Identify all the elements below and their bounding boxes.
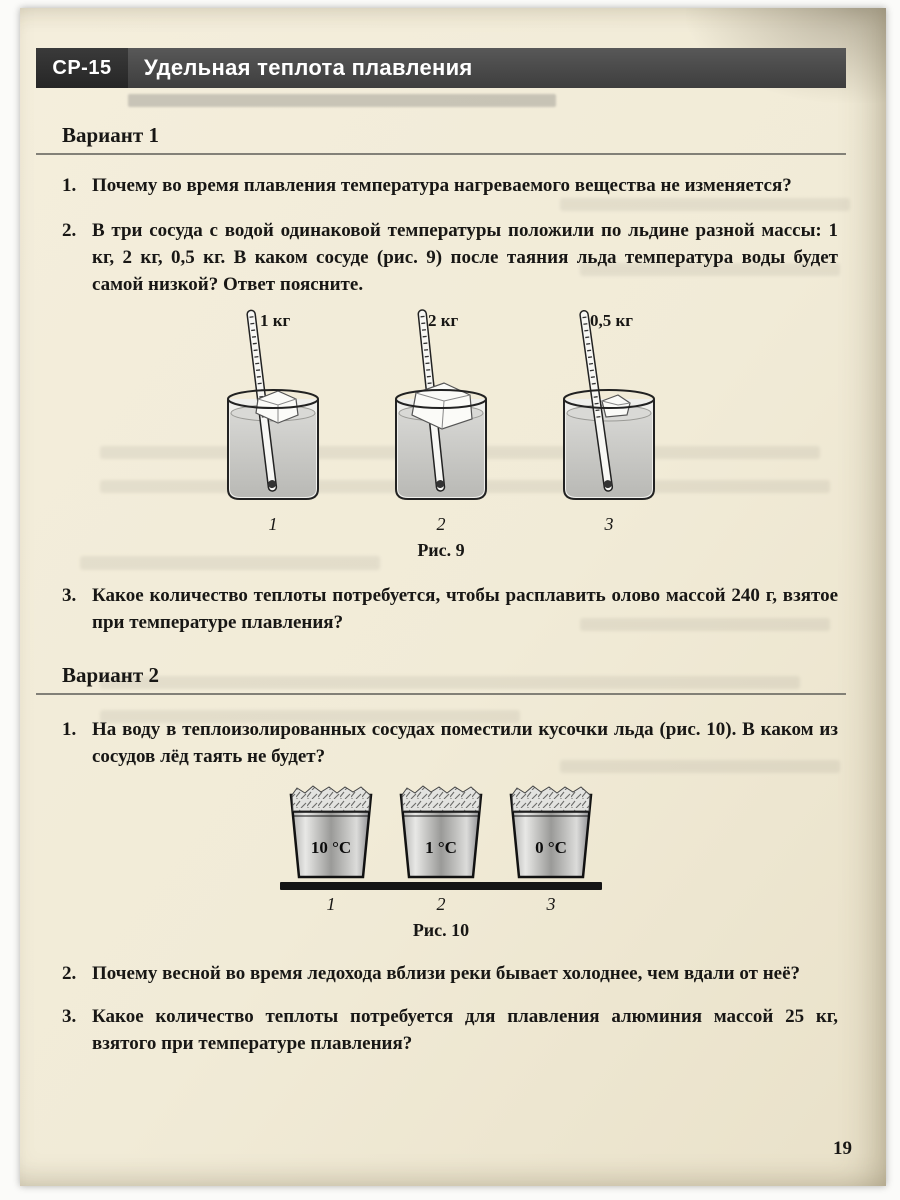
page-number: 19 (833, 1138, 852, 1159)
page-content (36, 123, 846, 1058)
figure-10-numbers (285, 894, 597, 915)
worksheet-title: Удельная теплота плавления (128, 48, 846, 88)
ice-block (602, 395, 630, 417)
mass-label-3: 0,5 кг (590, 310, 634, 330)
question-v1-2 (62, 218, 842, 299)
question-v2-2 (62, 961, 842, 988)
variant-2-heading: Вариант 2 (62, 662, 159, 687)
question-text: На воду в теплоизолированных сосудах поместили кусочки льда (рис. 10). В каком из сосудов лёд таять не будет? (92, 718, 838, 767)
cup-number: 3 (546, 893, 556, 914)
question-text: Почему весной во время ледохода вблизи реки бывает холоднее, чем вдали от неё? (92, 962, 801, 984)
question-number: 1. (62, 718, 77, 740)
question-v1-1 (62, 173, 842, 200)
cup-number: 2 (436, 893, 446, 914)
figure-10-caption: Рис. 10 (412, 919, 470, 940)
cup-temperature-label: 0 °C (535, 837, 567, 857)
ice-chunks (512, 786, 590, 811)
variant-1-section (36, 123, 846, 637)
figure-9 (36, 307, 846, 561)
question-text: Какое количество теплоты потребуется, чтобы расплавить олово массой 240 г, взятое при температуре плавления? (92, 584, 838, 633)
question-number: 2. (62, 962, 77, 984)
cup-number: 1 (326, 893, 336, 914)
question-text: Почему во время плавления температура нагреваемого вещества не изменяется? (92, 175, 792, 196)
question-number: 3. (62, 1005, 77, 1027)
cup-temperature-label: 10 °C (310, 837, 352, 857)
figure-10-cups (285, 781, 597, 881)
question-number: 2. (62, 219, 77, 241)
beaker-2 (366, 307, 516, 512)
question-v2-1 (62, 717, 842, 771)
stand-bar (280, 882, 602, 890)
divider (36, 693, 846, 695)
question-text: Какое количество теплоты потребуется для плавления алюминия массой 25 кг, взятого при температуре плавления? (92, 1005, 838, 1054)
ice-chunks (402, 786, 480, 811)
cup-2-illustration (395, 781, 487, 881)
question-v1-3 (62, 583, 842, 637)
ice-chunks (292, 786, 370, 811)
beaker-number: 3 (604, 513, 614, 534)
mass-label-1: 1 кг (260, 310, 291, 330)
question-number: 1. (62, 175, 77, 196)
question-v2-3 (62, 1004, 842, 1058)
question-text: В три сосуда с водой одинаковой температуры положили по льдине разной массы: 1 кг, 2 кг, 0,5 кг. В каком сосуде (рис. 9) после таяния льда температура воды будет самой низкой? Ответ поясните. (92, 219, 838, 295)
variant-2-section (36, 663, 846, 1058)
question-number: 3. (62, 584, 77, 606)
beaker-1 (198, 307, 348, 512)
figure-10 (36, 781, 846, 941)
beaker-1-illustration (198, 307, 348, 507)
divider (36, 153, 846, 155)
beaker-number: 1 (268, 513, 278, 534)
beaker-number: 2 (436, 513, 446, 534)
scanned-page (20, 8, 886, 1186)
figure-9-numbers (198, 514, 684, 535)
mass-label-2: 2 кг (428, 310, 459, 330)
cup-temperature-label: 1 °C (425, 837, 457, 857)
cup-1-illustration (285, 781, 377, 881)
variant-1-heading: Вариант 1 (62, 123, 159, 147)
beaker-2-illustration (366, 307, 516, 507)
worksheet-code-badge: СР-15 (36, 48, 128, 88)
bleed-through-header (128, 94, 556, 107)
figure-9-beakers (198, 307, 684, 512)
beaker-3-illustration (534, 307, 684, 507)
cup-3-illustration (505, 781, 597, 881)
figure-9-caption: Рис. 9 (417, 539, 465, 560)
beaker-3 (534, 307, 684, 512)
worksheet-header (36, 48, 846, 88)
